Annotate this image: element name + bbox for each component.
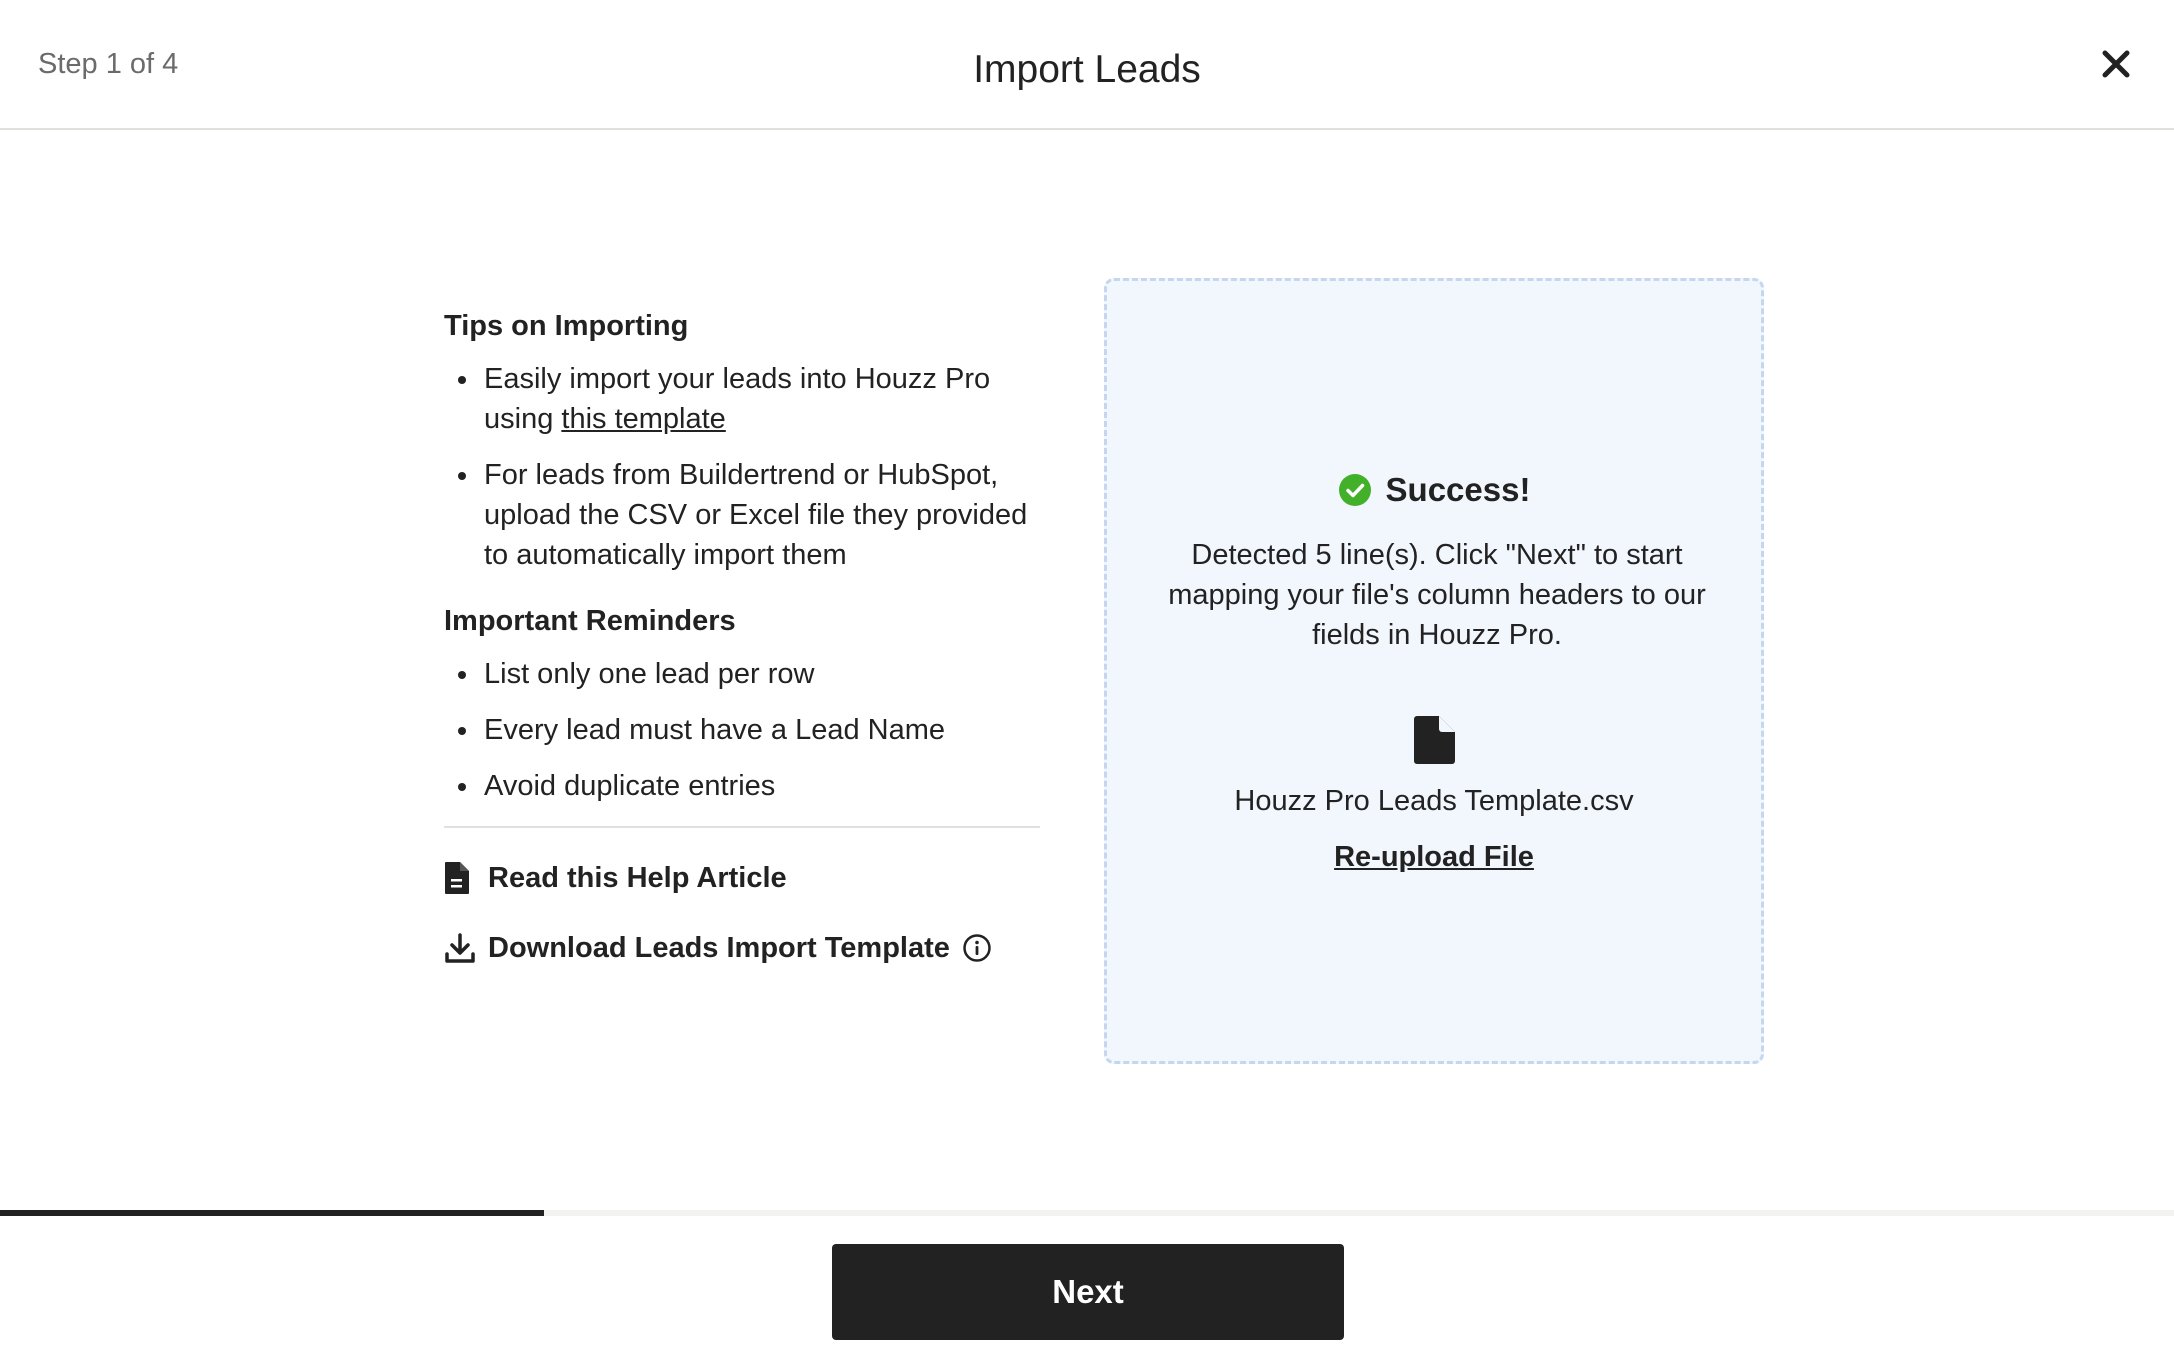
uploaded-file-name: Houzz Pro Leads Template.csv (1234, 785, 1634, 817)
progress-bar (0, 1210, 2174, 1216)
modal-header (0, 0, 2174, 130)
document-icon (444, 860, 476, 896)
success-row (1107, 471, 1761, 509)
reminders-list (444, 654, 1040, 806)
help-article-link[interactable] (444, 860, 1040, 896)
download-template-link[interactable] (444, 930, 1040, 966)
help-article-label: Read this Help Article (488, 861, 787, 894)
list-item: For leads from Buildertrend or HubSpot, upload the CSV or Excel file they provided to automatically import them (444, 455, 1040, 575)
list-item (444, 359, 1040, 439)
list-item: Every lead must have a Lead Name (444, 710, 1040, 750)
info-icon[interactable] (962, 933, 992, 963)
divider (444, 826, 1040, 828)
reupload-button[interactable]: Re-upload File (1334, 841, 1534, 873)
reminders-heading: Important Reminders (444, 605, 736, 637)
step-indicator: Step 1 of 4 (38, 48, 179, 80)
list-item: Avoid duplicate entries (444, 766, 1040, 806)
file-icon (1413, 715, 1457, 765)
close-button[interactable] (2096, 44, 2136, 84)
next-button[interactable]: Next (832, 1244, 1344, 1340)
tips-heading: Tips on Importing (444, 310, 689, 342)
check-circle-icon (1338, 473, 1372, 507)
list-item: List only one lead per row (444, 654, 1040, 694)
file-dropzone[interactable] (1104, 278, 1764, 1064)
reupload-container (1107, 841, 1761, 874)
success-title: Success! (1385, 471, 1531, 508)
tips-list (444, 359, 1040, 575)
close-icon (2096, 44, 2136, 84)
progress-fill (0, 1210, 544, 1216)
download-template-label: Download Leads Import Template (488, 931, 950, 964)
tips-panel (444, 310, 1040, 966)
template-link[interactable]: this template (561, 403, 726, 435)
page-title: Import Leads (973, 48, 1201, 91)
download-icon (444, 930, 476, 966)
detected-message: Detected 5 line(s). Click "Next" to start mapping your file's column headers to our fields in Houzz Pro. (1168, 539, 1706, 651)
tip-text: Easily import your leads into Houzz Pro using (484, 363, 991, 435)
